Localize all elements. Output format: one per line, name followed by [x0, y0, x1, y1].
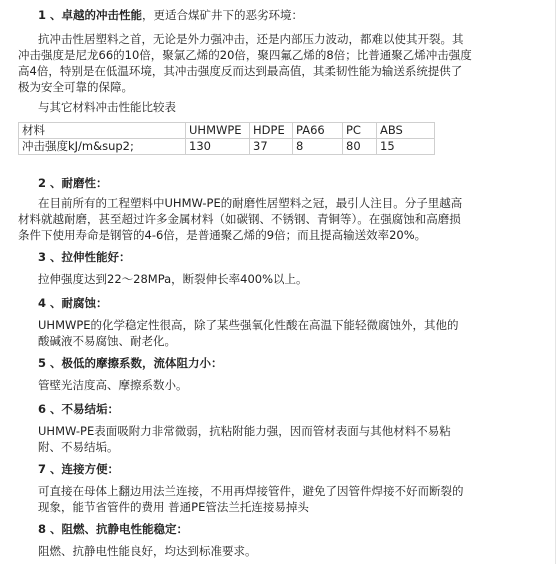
table-header-cell: HDPE — [250, 123, 293, 139]
table-header-row — [19, 123, 435, 139]
section-3-title: 3 、拉伸性能好： — [38, 250, 131, 264]
table-header-cell: PA66 — [293, 123, 343, 139]
section-1-line-3: 高4倍，特别是在低温环境，其冲击强度反而达到最高值，其柔韧性能为输送系统提供了 — [18, 64, 463, 78]
section-8-line-1: 阻燃、抗静电性能良好，均达到标准要求。 — [38, 544, 257, 558]
section-2-line-2: 材料就越耐磨，甚至超过许多金属材料（如碳钢、不锈钢、青铜等）。在强腐蚀和高磨损 — [18, 212, 461, 226]
section-4-line-1: UHMWPE的化学稳定性很高，除了某些强氧化性酸在高温下能轻微腐蚀外，其他的 — [38, 318, 459, 332]
section-2-line-3: 条件下使用寿命是钢管的4-6倍，是普通聚乙烯的9倍；而且提高输送效率20%。 — [18, 228, 427, 242]
section-5-title: 5 、极低的摩擦系数，流体阻力小： — [38, 356, 223, 370]
table-cell: 37 — [250, 139, 293, 155]
section-1-line-1: 抗冲击性居塑料之首，无论是外力强冲击，还是内部压力波动，都难以使其开裂。其 — [38, 32, 464, 46]
section-6-line-2: 附、不易结垢。 — [38, 440, 119, 454]
section-1-line-4: 极为安全可靠的保障。 — [18, 80, 133, 94]
section-3-line-1: 拉伸强度达到22～28MPa，断裂伸长率400%以上。 — [38, 272, 308, 286]
section-4-line-2: 酸碱液不易腐蚀、耐老化。 — [38, 334, 176, 348]
table-cell: 130 — [186, 139, 250, 155]
right-border — [555, 0, 556, 564]
table-caption: 与其它材料冲击性能比较表 — [38, 100, 176, 114]
table-header-cell: UHMWPE — [186, 123, 250, 139]
comparison-table — [18, 122, 435, 155]
section-5-line-1: 管壁光洁度高、摩擦系数小。 — [38, 378, 188, 392]
section-1-line-2: 冲击强度是尼龙66的10倍，聚氯乙烯的20倍，聚四氟乙烯的8倍；比普通聚乙烯冲击强度 — [18, 48, 472, 62]
section-7-title: 7 、连接方便： — [38, 462, 120, 476]
section-7-line-2: 现象，能节省管件的费用 普通PE管法兰托连接易掉头 — [38, 500, 309, 514]
table-cell: 8 — [293, 139, 343, 155]
section-6-title: 6 、不易结垢： — [38, 402, 120, 416]
section-4-title: 4 、耐腐蚀： — [38, 296, 108, 310]
table-header-cell: 材料 — [19, 123, 186, 139]
section-1-heading — [38, 8, 303, 23]
section-1-subtitle: ，更适合煤矿井下的恶劣环境： — [142, 8, 304, 22]
table-cell: 冲击强度kJ/m&sup2; — [19, 139, 186, 155]
table-cell: 80 — [343, 139, 377, 155]
table-header-cell: ABS — [377, 123, 435, 139]
table-cell: 15 — [377, 139, 435, 155]
section-6-line-1: UHMW-PE表面吸附力非常微弱，抗粘附能力强，因而管材表面与其他材料不易粘 — [38, 424, 451, 438]
section-2-title: 2 、耐磨性： — [38, 176, 108, 190]
section-8-title: 8 、阻燃、抗静电性能稳定： — [38, 522, 189, 536]
table-row — [19, 139, 435, 155]
table-header-cell: PC — [343, 123, 377, 139]
section-2-line-1: 在目前所有的工程塑料中UHMW-PE的耐磨性居塑料之冠，最引人注目。分子里越高 — [38, 196, 463, 210]
section-7-line-1: 可直接在母体上翻边用法兰连接，不用再焊接管件，避免了因管件焊接不好而断裂的 — [38, 484, 464, 498]
section-1-title: 1 、卓越的冲击性能 — [38, 8, 143, 22]
